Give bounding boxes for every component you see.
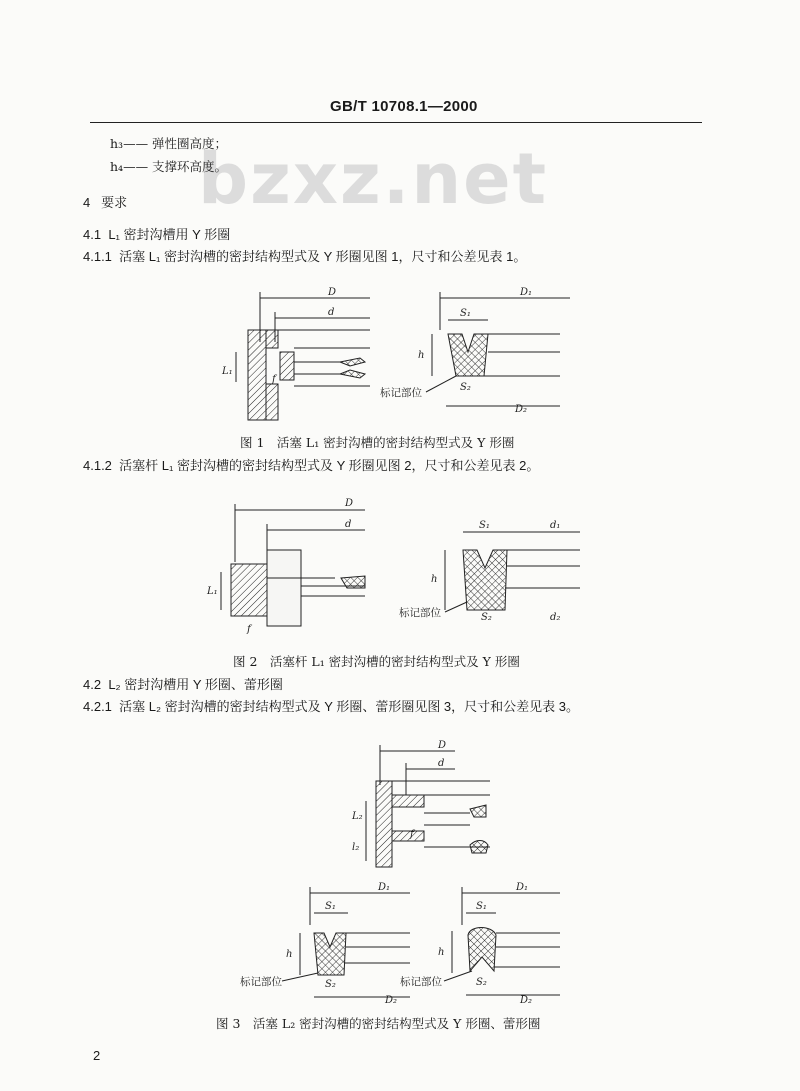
fig2-label-D: D xyxy=(345,498,354,509)
fig1-label-L1: L₁ xyxy=(222,366,233,377)
figure-1-caption: 图 1 活塞 L₁ 密封沟槽的密封结构型式及 Y 形圈 xyxy=(240,435,515,450)
paragraph-text: 活塞 L₂ 密封沟槽的密封结构型式及 Y 形圈、蕾形圈见图 3，尺寸和公差见表 3。 xyxy=(119,699,579,714)
fig1-label-S2: S₂ xyxy=(460,382,471,393)
section-title: L₂ 密封沟槽用 Y 形圈、蕾形圈 xyxy=(108,677,283,692)
fig3-label-f: f xyxy=(410,829,414,840)
section-4-1-2-paragraph xyxy=(83,455,539,474)
fig2-label-d1: d₁ xyxy=(550,520,561,531)
header-rule xyxy=(90,122,702,123)
fig3-label-mark-right: 标记部位 xyxy=(400,976,442,988)
figure-2-drawing xyxy=(195,492,595,642)
section-number: 4.2.1 xyxy=(83,699,112,714)
fig2-label-d: d xyxy=(345,519,352,530)
paragraph-text: 活塞 L₁ 密封沟槽的密封结构型式及 Y 形圈见图 1，尺寸和公差见表 1。 xyxy=(119,249,527,264)
header-standard-number: GB/T 10708.1—2000 xyxy=(330,98,478,115)
fig1-label-mark: 标记部位 xyxy=(380,387,422,399)
section-number: 4.1 xyxy=(83,227,102,242)
watermark: bzxz.net xyxy=(198,138,549,220)
fig1-label-h: h xyxy=(418,350,425,361)
fig3-label-L2: L₂ xyxy=(352,811,363,822)
section-number: 4.1.2 xyxy=(83,458,112,473)
section-title: L₁ 密封沟槽用 Y 形圈 xyxy=(108,227,231,242)
definition-text: —— 支撑环高度。 xyxy=(123,159,228,174)
fig3-label-h-right: h xyxy=(438,947,445,958)
section-number: 4.1.1 xyxy=(83,249,112,264)
fig2-label-mark: 标记部位 xyxy=(399,607,441,619)
fig3-label-h: h xyxy=(286,949,293,960)
fig3-label-mark: 标记部位 xyxy=(240,976,282,988)
fig2-label-h: h xyxy=(431,574,438,585)
figure-3-drawing xyxy=(230,735,570,1010)
fig2-label-S2: S₂ xyxy=(481,612,492,623)
figure-1-drawing xyxy=(210,282,580,432)
fig3-label-S1-right: S₁ xyxy=(476,901,487,912)
section-title: 要求 xyxy=(101,195,128,210)
fig3-label-D1: D₁ xyxy=(378,882,391,893)
figure-2-caption: 图 2 活塞杆 L₁ 密封沟槽的密封结构型式及 Y 形圈 xyxy=(233,654,520,669)
fig3-label-S2: S₂ xyxy=(325,979,336,990)
section-4-2-1-paragraph xyxy=(83,696,579,715)
fig2-label-L1: L₁ xyxy=(207,586,218,597)
figure-3-caption: 图 3 活塞 L₂ 密封沟槽的密封结构型式及 Y 形圈、蕾形圈 xyxy=(216,1016,541,1031)
fig2-label-S1: S₁ xyxy=(479,520,490,531)
section-4-1-1-paragraph xyxy=(83,246,526,265)
fig3-label-S2-right: S₂ xyxy=(476,977,487,988)
fig1-label-D2: D₂ xyxy=(515,404,528,415)
fig3-label-D2-right: D₂ xyxy=(520,995,533,1006)
paragraph-text: 活塞杆 L₁ 密封沟槽的密封结构型式及 Y 形圈见图 2，尺寸和公差见表 2。 xyxy=(119,458,540,473)
fig1-label-D1: D₁ xyxy=(520,287,533,298)
fig3-label-D1-right: D₁ xyxy=(516,882,529,893)
fig1-label-d: d xyxy=(328,307,335,318)
definition-text: —— 弹性圈高度； xyxy=(123,136,228,151)
fig3-label-D2: D₂ xyxy=(385,995,398,1006)
fig1-label-f: f xyxy=(272,374,276,385)
fig3-label-D: D xyxy=(438,740,447,751)
fig3-label-l2: l₂ xyxy=(352,842,360,853)
fig1-label-S1: S₁ xyxy=(460,308,471,319)
fig2-label-d2: d₂ xyxy=(550,612,561,623)
section-4-2-heading xyxy=(83,674,283,693)
fig3-label-S1: S₁ xyxy=(325,901,336,912)
fig2-label-f: f xyxy=(247,624,251,635)
section-number: 4.2 xyxy=(83,677,102,692)
definition-symbol: h₃ xyxy=(110,136,124,151)
section-number: 4 xyxy=(83,195,91,210)
definition-h3 xyxy=(110,134,227,152)
section-4-heading xyxy=(83,192,127,211)
fig3-label-d: d xyxy=(438,758,445,769)
definition-h4 xyxy=(110,157,227,175)
page-number: 2 xyxy=(93,1048,101,1063)
fig1-label-D: D xyxy=(328,287,337,298)
definition-symbol: h₄ xyxy=(110,159,124,174)
section-4-1-heading xyxy=(83,224,230,243)
